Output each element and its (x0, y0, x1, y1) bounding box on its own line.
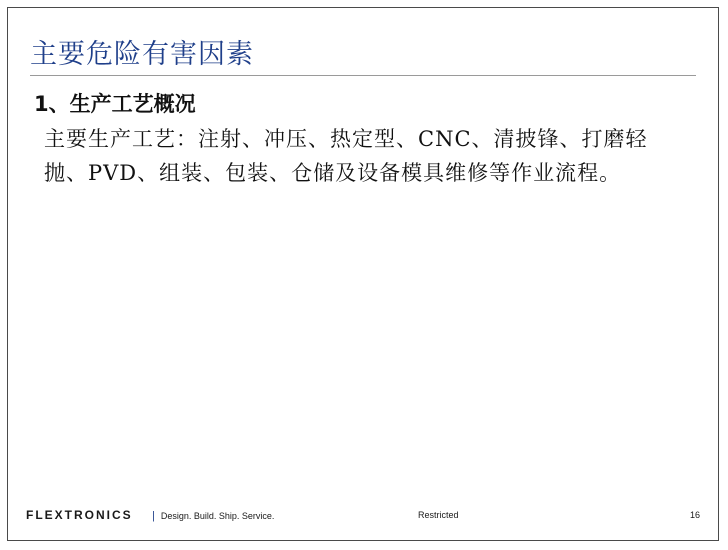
title-divider (30, 75, 696, 76)
footer (26, 508, 700, 526)
classification-label: Restricted (418, 510, 459, 520)
body-paragraph: 主要生产工艺：注射、冲压、热定型、CNC、清披锋、打磨轻抛、PVD、组装、包装、仓储及设备模具维修等作业流程。 (44, 127, 648, 185)
slide-title: 主要危险有害因素 (30, 39, 254, 70)
tagline (152, 510, 274, 522)
tagline-text: Design. Build. Ship. Service. (160, 511, 275, 521)
section-heading: 1、生产工艺概况 (34, 92, 196, 116)
flextronics-logo: FLEXTRONICS (26, 508, 133, 522)
slide (7, 7, 719, 541)
page-number: 16 (689, 510, 700, 520)
tagline-separator: | (152, 510, 155, 522)
